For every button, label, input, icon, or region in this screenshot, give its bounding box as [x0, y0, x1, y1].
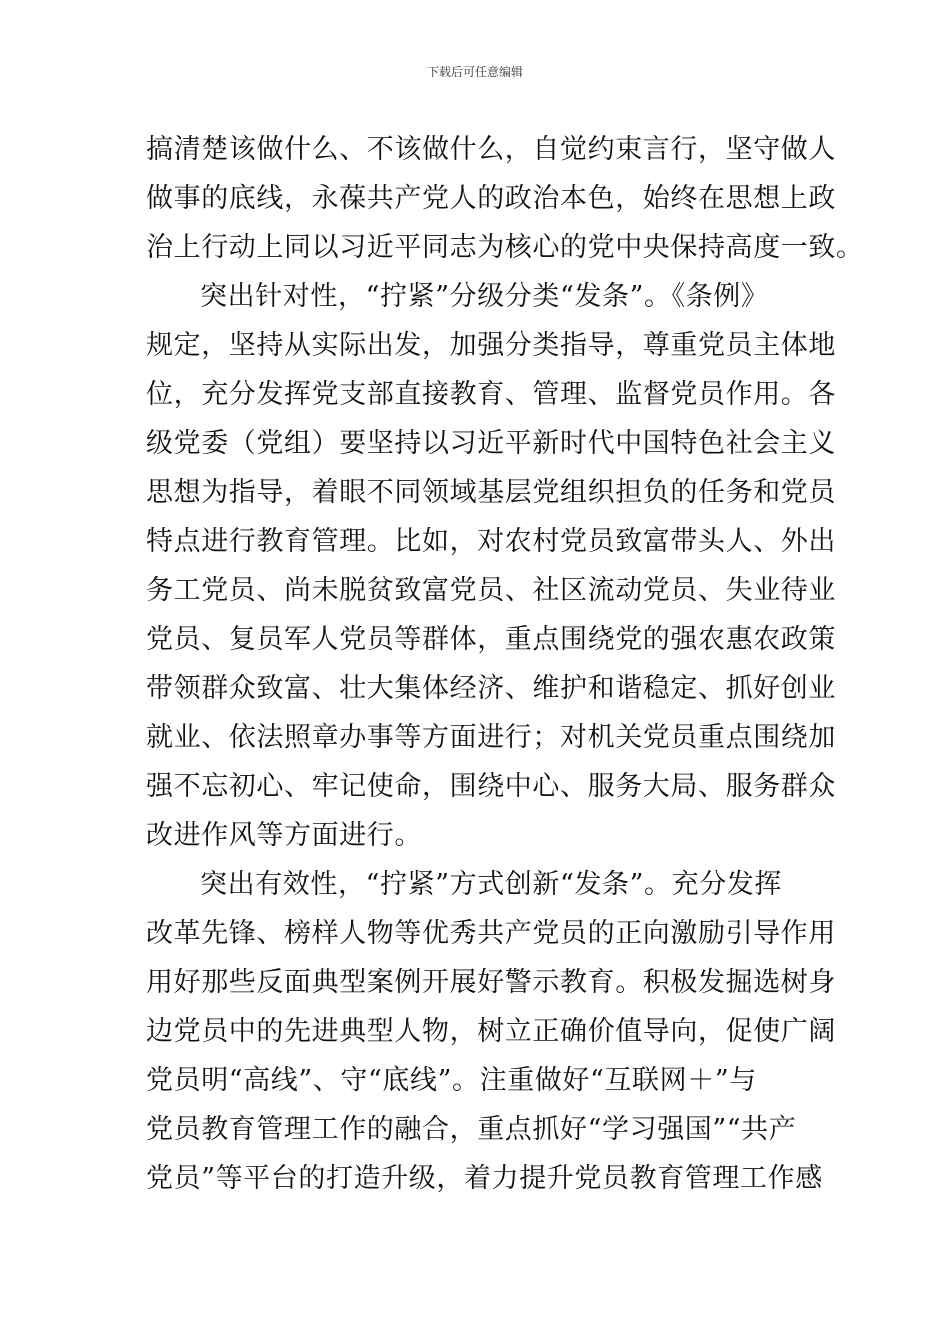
paragraph-start-line: 突出针对性，“拧紧”分级分类“发条”。《条例》	[200, 281, 769, 312]
paragraph-start-line: 突出有效性，“拧紧”方式创新“发条”。充分发挥	[200, 869, 783, 900]
text-line: 带领群众致富、壮大集体经济、维护和谐稳定、抓好创业	[146, 673, 836, 704]
text-line: 做事的底线，永葆共产党人的政治本色，始终在思想上政	[146, 183, 836, 214]
page-header: 下载后可任意编辑	[426, 65, 523, 79]
text-line: 党员明“高线”、守“底线”。注重做好“互联网＋”与	[146, 1065, 757, 1096]
text-line: 搞清楚该做什么、不该做什么，自觉约束言行，坚守做人	[146, 134, 836, 165]
text-line: 特点进行教育管理。比如，对农村党员致富带头人、外出	[146, 526, 836, 557]
text-line: 就业、依法照章办事等方面进行；对机关党员重点围绕加	[146, 722, 836, 753]
text-line: 强不忘初心、牢记使命，围绕中心、服务大局、服务群众	[146, 771, 836, 802]
text-line: 党员、复员军人党员等群体，重点围绕党的强农惠农政策	[146, 624, 836, 655]
text-line: 改革先锋、榜样人物等优秀共产党员的正向激励引导作用	[146, 918, 836, 949]
text-line: 位，充分发挥党支部直接教育、管理、监督党员作用。各	[146, 379, 836, 410]
document-body	[146, 125, 864, 1203]
text-line: 治上行动上同以习近平同志为核心的党中央保持高度一致。	[146, 232, 864, 263]
text-line: 党员教育管理工作的融合，重点抓好“学习强国”“共产	[146, 1114, 797, 1145]
text-line: 边党员中的先进典型人物，树立正确价值导向，促使广阔	[146, 1016, 836, 1047]
text-line: 用好那些反面典型案例开展好警示教育。积极发掘选树身	[146, 967, 836, 998]
text-line: 务工党员、尚未脱贫致富党员、社区流动党员、失业待业	[146, 575, 836, 606]
text-line: 党员”等平台的打造升级，着力提升党员教育管理工作感	[146, 1163, 823, 1194]
text-line: 思想为指导，着眼不同领域基层党组织担负的任务和党员	[146, 477, 836, 508]
text-line: 规定，坚持从实际出发，加强分类指导，尊重党员主体地	[146, 330, 836, 361]
text-line: 改进作风等方面进行。	[146, 820, 422, 851]
text-line: 级党委（党组）要坚持以习近平新时代中国特色社会主义	[146, 428, 836, 459]
